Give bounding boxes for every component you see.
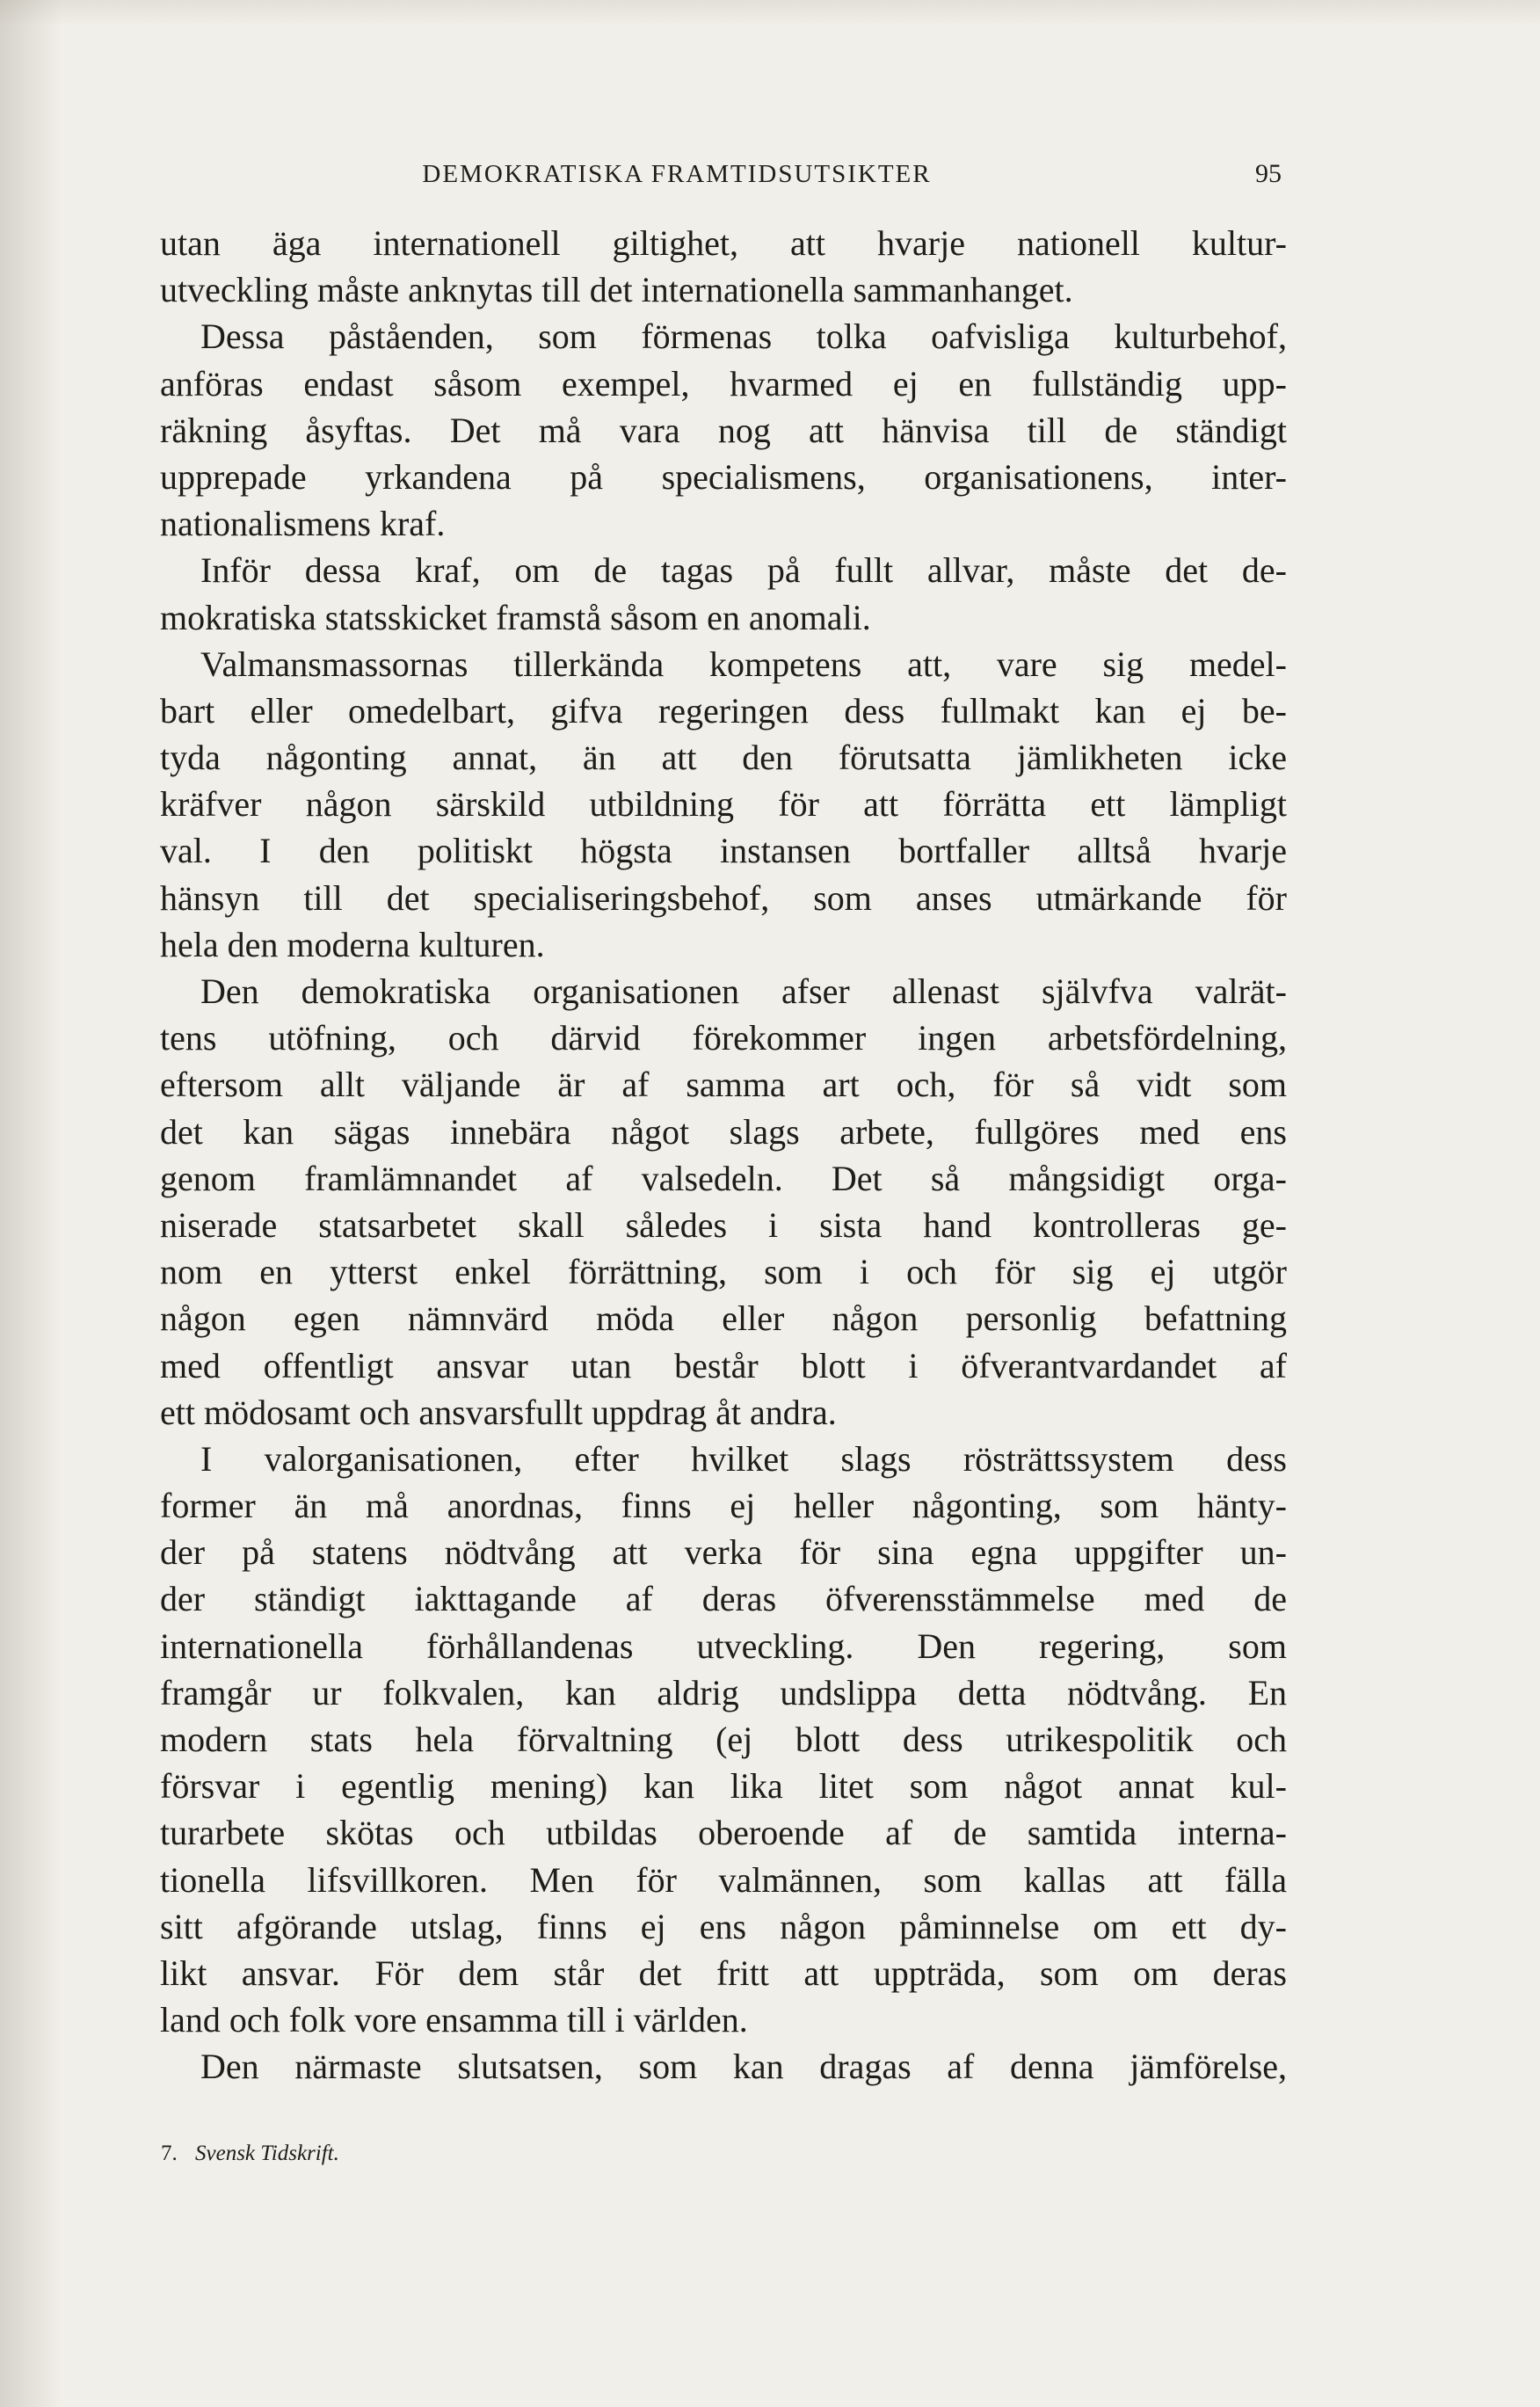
text-line: tens utöfning, och därvid förekommer ingen arbetsfördelning, [160, 1018, 1287, 1058]
text-line: nom en ytterst enkel förrättning, som i och för sig ej utgör [160, 1252, 1287, 1292]
text-line: med offentligt ansvar utan består blott i öfverantvardandet af [160, 1345, 1287, 1385]
text-line: Den närmaste slutsatsen, som kan dragas af denna jämförelse, [200, 2047, 1287, 2087]
text-line: bart eller omedelbart, gifva regeringen dess fullmakt kan ej be- [160, 690, 1287, 731]
text-line: niserade statsarbetet skall således i sista hand kontrolleras ge- [160, 1204, 1287, 1245]
text-line: likt ansvar. För dem står det fritt att uppträda, som om deras [160, 1953, 1287, 1993]
text-line: tionella lifsvillkoren. Men för valmännen, som kallas att fälla [160, 1859, 1287, 1900]
text-line: sitt afgörande utslag, finns ej ens någon påminnelse om ett dy- [160, 1906, 1287, 1946]
running-title: DEMOKRATISKA FRAMTIDSUTSIKTER [422, 160, 932, 188]
text-line: kräfver någon särskild utbildning för att förrätta ett lämpligt [160, 784, 1287, 825]
text-line: turarbete skötas och utbildas oberoende af de samtida interna- [160, 1813, 1287, 1853]
journal-title: Svensk Tidskrift. [195, 2142, 339, 2165]
text-line: anföras endast såsom exempel, hvarmed ej en fullständig upp- [160, 363, 1287, 404]
text-line: någon egen nämnvärd möda eller någon personlig befattning [160, 1298, 1287, 1339]
text-line: land och folk vore ensamma till i världen. [160, 2000, 748, 2040]
footer-signature [161, 2136, 339, 2171]
text-line: Den demokratiska organisationen afser allenast självfva valrät- [200, 971, 1287, 1011]
text-line: der på statens nödtvång att verka för sina egna uppgifter un- [160, 1532, 1287, 1573]
text-line: Inför dessa kraf, om de tagas på fullt allvar, måste det de- [200, 550, 1287, 591]
text-line: det kan sägas innebära något slags arbete, fullgöres med ens [160, 1111, 1287, 1152]
text-line: mokratiska statsskicket framstå såsom en anomali. [160, 597, 871, 637]
text-line: räkning åsyftas. Det må vara nog att hänvisa till de ständigt [160, 410, 1287, 450]
body-text [160, 220, 1287, 2091]
text-line: eftersom allt väljande är af samma art och, för så vidt som [160, 1065, 1287, 1105]
text-line: former än må anordnas, finns ej heller någonting, som hänty- [160, 1486, 1287, 1526]
text-line: tyda någonting annat, än att den förutsatta jämlikheten icke [160, 738, 1287, 778]
text-line: utveckling måste anknytas till det internationella sammanhanget. [160, 270, 1073, 310]
running-head [0, 155, 1540, 193]
text-line: försvar i egentlig mening) kan lika litet som något annat kul- [160, 1766, 1287, 1807]
signature-number: 7. [161, 2142, 178, 2165]
text-line: upprepade yrkandena på specialismens, organisationens, inter- [160, 456, 1287, 497]
text-line: hela den moderna kulturen. [160, 924, 545, 964]
text-line: I valorganisationen, efter hvilket slags rösträttssystem dess [200, 1438, 1287, 1479]
text-line: hänsyn till det specialiseringsbehof, som anses utmärkande för [160, 877, 1287, 918]
text-line: val. I den politiskt högsta instansen bortfaller alltså hvarje [160, 831, 1287, 871]
text-line: utan äga internationell giltighet, att hvarje nationell kultur- [160, 223, 1287, 263]
text-line: Dessa påståenden, som förmenas tolka oafvisliga kulturbehof, [200, 316, 1287, 357]
page-edge-shadow [0, 0, 62, 2407]
text-line: ett mödosamt och ansvarsfullt uppdrag åt andra. [160, 1392, 837, 1432]
text-line: nationalismens kraf. [160, 504, 446, 544]
text-line: der ständigt iakttagande af deras öfverensstämmelse med de [160, 1579, 1287, 1619]
page-top-shadow [0, 0, 1540, 26]
text-line: Valmansmassornas tillerkända kompetens att, vare sig medel- [200, 644, 1287, 684]
text-line: framgår ur folkvalen, kan aldrig undslippa detta nödtvång. En [160, 1672, 1287, 1713]
page-number: 95 [1255, 159, 1282, 188]
text-line: genom framlämnandet af valsedeln. Det så mångsidigt orga- [160, 1158, 1287, 1198]
text-line: internationella förhållandenas utveckling. Den regering, som [160, 1625, 1287, 1666]
text-line: modern stats hela förvaltning (ej blott dess utrikespolitik och [160, 1720, 1287, 1759]
